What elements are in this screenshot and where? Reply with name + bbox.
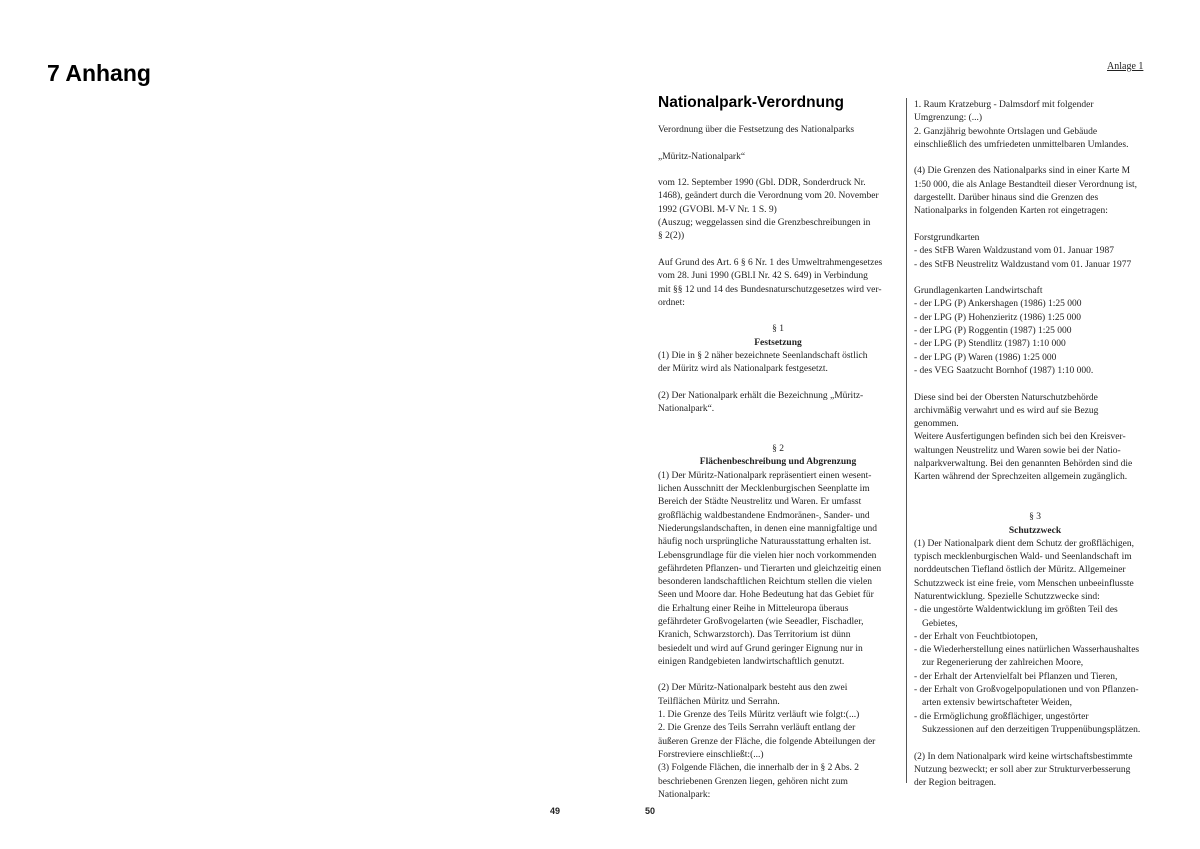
text-line: einigen Randgebieten landwirtschaftlich genutzt. (658, 656, 845, 667)
text-line: Seen und Moore dar. Hohe Bedeutung hat das Gebiet für (658, 590, 874, 601)
text-line: einschließlich des umfriedeten unmittelbaren Umlandes. (914, 139, 1129, 150)
text-line: gefährdeter Großvogelarten (wie Seeadler, Fischadler, (658, 616, 864, 627)
text-line: Grundlagenkarten Landwirtschaft (914, 286, 1043, 297)
text-line: - der LPG (P) Stendlitz (1987) 1:10 000 (914, 339, 1066, 350)
text-line: 2. Ganzjährig bewohnte Ortslagen und Gebäude (914, 126, 1098, 137)
intro-line: mit §§ 12 und 14 des Bundesnaturschutzgesetzes wird ver- (658, 284, 882, 295)
intro-line: Verordnung über die Festsetzung des Nationalparks (658, 125, 855, 135)
section-heading: Festsetzung (754, 337, 802, 348)
intro-line: ordnet: (658, 297, 685, 308)
text-line: lichen Ausschnitt der Mecklenburgischen Seenplatte im (658, 484, 870, 495)
text-line: Bereich der Städte Neustrelitz und Waren. Er umfasst (658, 497, 862, 508)
intro-line: vom 28. Juni 1990 (GBl.I Nr. 42 S. 649) in Verbindung (658, 271, 868, 282)
text-line: 1:50 000, die als Anlage Bestandteil dieser Verordnung ist, (914, 179, 1138, 190)
text-line: (2) Der Müritz-Nationalpark besteht aus den zwei (658, 683, 848, 694)
anlage-label: Anlage 1 (1107, 61, 1144, 72)
text-line: Forstreviere einschließt:(...) (658, 749, 764, 760)
text-line: Schutzzweck ist eine freie, vom Menschen unbeeinflusste (914, 578, 1134, 589)
intro-line: 1992 (GVOBl. M-V Nr. 1 S. 9) (658, 204, 777, 215)
section-number: § 1 (772, 324, 784, 335)
text-line: (1) Der Nationalpark dient dem Schutz der großflächigen, (914, 538, 1135, 549)
text-line: - der Erhalt von Feuchtbiotopen, (914, 631, 1038, 642)
text-line: - der LPG (P) Hohenzieritz (1986) 1:25 000 (914, 312, 1082, 323)
document-title: Nationalpark-Verordnung (658, 94, 845, 111)
page-number-right: 50 (645, 806, 656, 816)
text-line: Gebietes, (922, 618, 958, 629)
text-line: Nationalpark: (658, 789, 711, 800)
text-line: zur Regenerierung der zahlreichen Moore, (922, 658, 1084, 669)
text-line: häufig noch ursprüngliche Naturausstattung erhalten ist. (658, 537, 872, 548)
text-line: Naturentwicklung. Spezielle Schutzzwecke sind: (914, 591, 1100, 602)
text-line: Diese sind bei der Obersten Naturschutzbehörde (914, 392, 1098, 403)
text-line: dargestellt. Darüber hinaus sind die Grenzen des (914, 193, 1099, 204)
text-line: (3) Folgende Flächen, die innerhalb der in § 2 Abs. 2 (658, 763, 860, 774)
text-line: nalparkverwaltung. Bei den genannten Behörden sind die (914, 459, 1133, 470)
text-line: 1. Raum Kratzeburg - Dalmsdorf mit folgender (914, 100, 1094, 110)
right-column (914, 99, 1156, 790)
text-line: - des StFB Neustrelitz Waldzustand vom 01. Januar 1977 (914, 259, 1132, 270)
text-line: der Region beitragen. (914, 778, 997, 789)
text-line: Teilflächen Müritz und Serrahn. (658, 696, 780, 707)
text-line: Forstgrundkarten (914, 232, 980, 243)
intro-line: 1468), geändert durch die Verordnung vom 20. November (658, 191, 879, 202)
text-line: - der LPG (P) Ankershagen (1986) 1:25 000 (914, 299, 1082, 310)
intro-line: vom 12. September 1990 (Gbl. DDR, Sonderdruck Nr. (658, 178, 866, 189)
text-line: Weitere Ausfertigungen befinden sich bei den Kreisver- (914, 432, 1126, 443)
left-column (658, 94, 898, 802)
text-line: genommen. (914, 419, 959, 430)
intro-line: § 2(2)) (658, 231, 685, 242)
text-line: - der LPG (P) Roggentin (1987) 1:25 000 (914, 326, 1072, 337)
text-line: Karten während der Sprechzeiten allgemein zugänglich. (914, 472, 1128, 483)
text-line: der Müritz wird als Nationalpark festgesetzt. (658, 364, 828, 375)
text-line: Sukzessionen auf den derzeitigen Truppenübungsplätzen. (922, 724, 1141, 735)
text-line: waltungen Neustrelitz und Waren sowie bei der Natio- (914, 445, 1121, 456)
column-divider (906, 98, 907, 783)
text-line: - die Ermöglichung großflächiger, ungestörter (914, 711, 1089, 722)
text-line: - des VEG Saatzucht Bornhof (1987) 1:10 000. (914, 365, 1094, 376)
text-line: - der Erhalt der Artenvielfalt bei Pflanzen und Tieren, (914, 671, 1118, 682)
intro-line: Auf Grund des Art. 6 § 6 Nr. 1 des Umweltrahmengesetzes (658, 257, 883, 268)
text-line: 1. Die Grenze des Teils Müritz verläuft wie folgt:(...) (658, 710, 860, 721)
section-number: § 2 (772, 444, 784, 455)
text-line: norddeutschen Tiefland östlich der Müritz. Allgemeiner (914, 565, 1126, 576)
text-line: (1) Die in § 2 näher bezeichnete Seenlandschaft östlich (658, 351, 868, 362)
text-line: besonderen landschaftlichen Reichtum stellen die vielen (658, 577, 872, 588)
section-heading: Flächenbeschreibung und Abgrenzung (699, 457, 857, 468)
intro-line: „Müritz-Nationalpark“ (658, 151, 746, 162)
text-line: Nationalpark“. (658, 404, 715, 415)
text-line: Nutzung bezweckt; er soll aber zur Strukturverbesserung (914, 764, 1131, 775)
text-line: Niederungslandschaften, in denen eine mannigfaltige und (658, 523, 877, 534)
text-line: besiedelt und wird auf Grund geringer Eignung nur in (658, 643, 863, 654)
text-line: (2) Der Nationalpark erhält die Bezeichnung „Müritz- (658, 390, 864, 401)
text-line: (2) In dem Nationalpark wird keine wirtschaftsbestimmte (914, 751, 1133, 762)
text-line: - des StFB Waren Waldzustand vom 01. Januar 1987 (914, 246, 1114, 257)
text-line: beschriebenen Grenzen liegen, gehören nicht zum (658, 776, 848, 787)
text-line: äußeren Grenze der Fläche, die folgende Abteilungen der (658, 736, 876, 747)
text-line: arten extensiv bewirtschafteter Weiden, (922, 698, 1072, 709)
text-line: - der Erhalt von Großvogelpopulationen und von Pflanzen- (914, 685, 1139, 696)
text-line: die Erhaltung einer Reihe in Mitteleuropa überaus (658, 603, 849, 614)
text-line: Nationalparks in folgenden Karten rot eingetragen: (914, 206, 1108, 217)
text-line: archivmäßig verwahrt und es wird auf sie Bezug (914, 405, 1099, 416)
text-line: - der LPG (P) Waren (1986) 1:25 000 (914, 352, 1057, 363)
section-heading: Schutzzweck (1008, 525, 1062, 536)
text-line: typisch mecklenburgischen Wald- und Seenlandschaft im (914, 552, 1132, 563)
text-line: (1) Der Müritz-Nationalpark repräsentiert einen wesent- (658, 470, 872, 481)
intro-line: (Auszug; weggelassen sind die Grenzbeschreibungen in (658, 218, 871, 229)
text-line: großflächig waldbestandene Endmoränen-, Sander- und (658, 510, 870, 521)
text-line: Kranich, Schwarzstorch). Das Territorium ist dünn (658, 630, 851, 641)
section-number: § 3 (1029, 512, 1041, 523)
text-line: 2. Die Grenze des Teils Serrahn verläuft entlang der (658, 723, 856, 734)
text-line: gefährdeten Pflanzen- und Tierarten und gleichzeitig einen (658, 563, 882, 574)
text-line: Lebensgrundlage für die vielen hier noch vorkommenden (658, 550, 877, 561)
text-line: (4) Die Grenzen des Nationalparks sind in einer Karte M (914, 166, 1131, 177)
text-line: - die Wiederherstellung eines natürlichen Wasserhaushaltes (914, 645, 1140, 656)
text-line: - die ungestörte Waldentwicklung im größten Teil des (914, 605, 1118, 616)
text-line: Umgrenzung: (...) (914, 113, 983, 124)
chapter-title: 7 Anhang (47, 60, 151, 86)
page-number-left: 49 (550, 806, 561, 816)
